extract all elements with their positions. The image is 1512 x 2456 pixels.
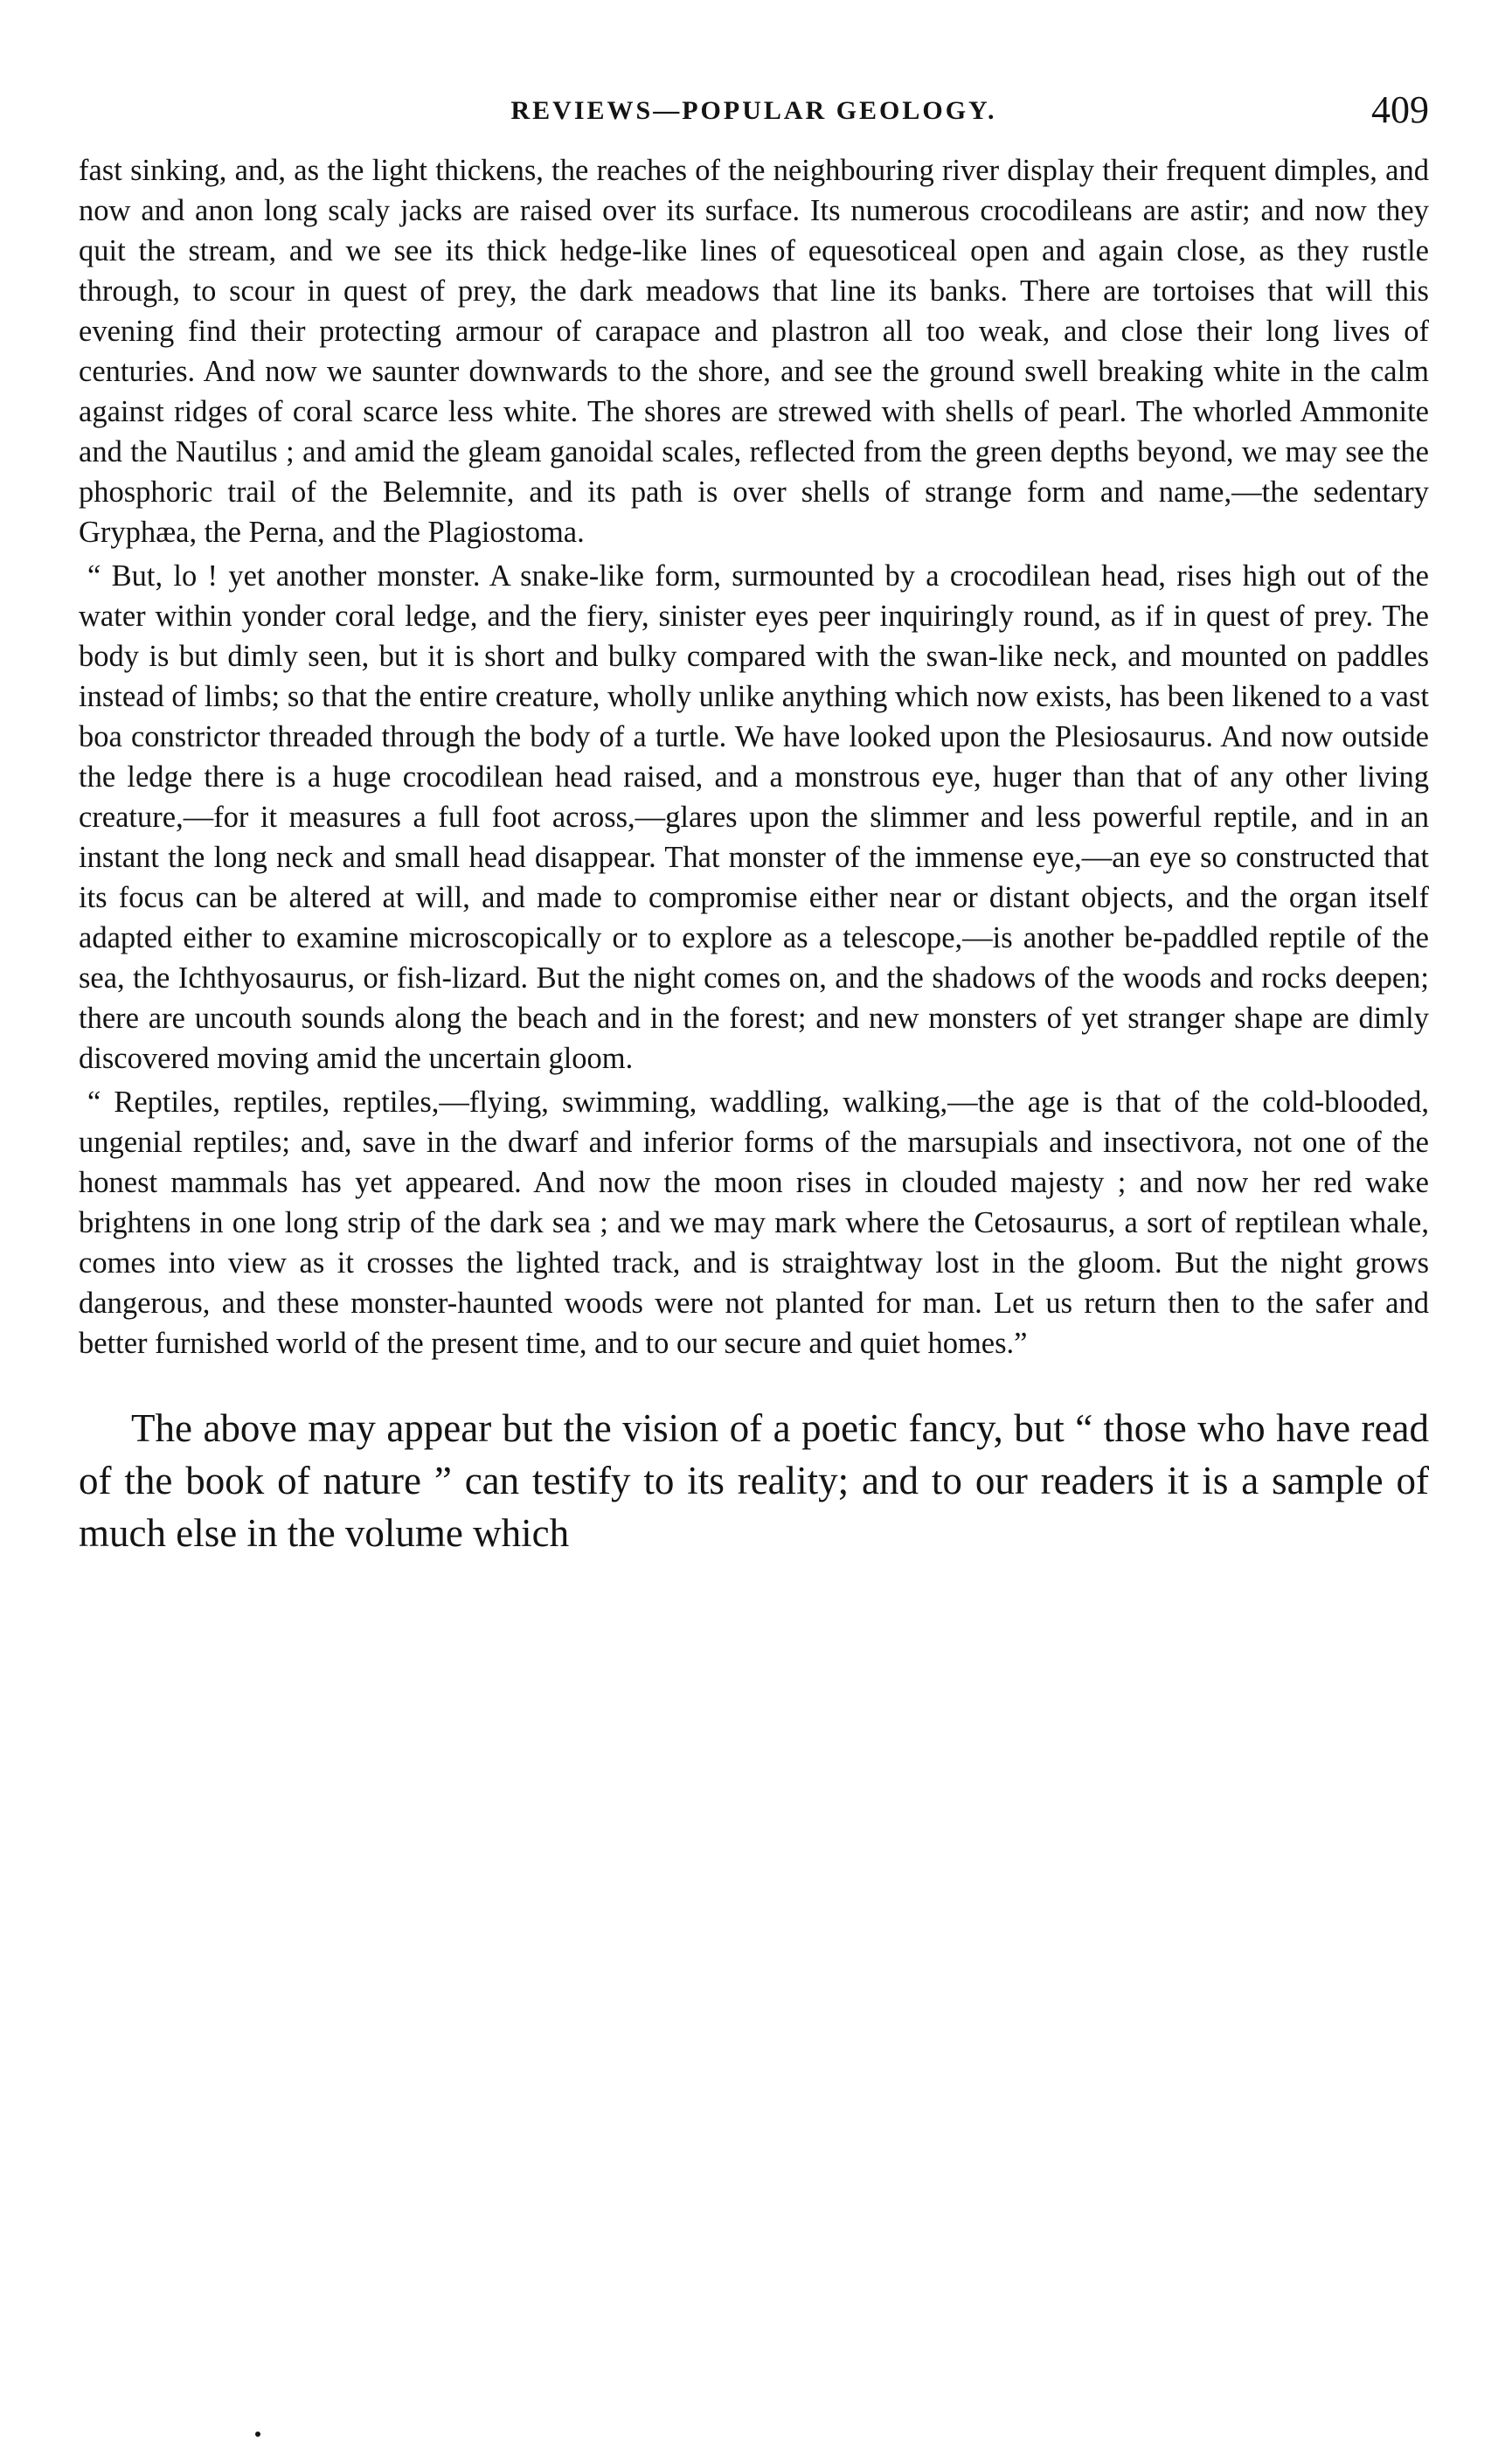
running-head: REVIEWS—POPULAR GEOLOGY. bbox=[510, 96, 997, 125]
paragraph-continuation: fast sinking, and, as the light thickens, the reaches of the neighbouring river display their frequent dimples, and now and anon long scaly jacks are raised over its surface. Its numerous crocodileans are astir; and now they quit the stream, and we see its thick hedge-like lines of equesoticeal open and again close, as they rustle through, to scour in quest of prey, the dark meadows that line its banks. There are tortoises that will this evening find their protecting armour of carapace and plastron all too weak, and close their long lives of centuries. And now we saunter downwards to the shore, and see the ground swell breaking white in the calm against ridges of coral scarce less white. The shores are strewed with shells of pearl. The whorled Ammonite and the Nautilus ; and amid the gleam ganoidal scales, reflected from the green depths beyond, we may see the phosphoric trail of the Belemnite, and its path is over shells of strange form and name,—the sedentary Gryphæa, the Perna, and the Plagiostoma. bbox=[79, 154, 1429, 549]
page-header bbox=[79, 87, 1429, 140]
paragraph-reptiles-quote: “ Reptiles, reptiles, reptiles,—flying, swimming, waddling, walking,—the age is that of the cold-blooded, ungenial reptiles; and, save in the dwarf and inferior forms of the marsupials and insectivora, not one of the honest mammals has yet appeared. And now the moon rises in clouded majesty ; and now her red wake brightens in one long strip of the dark sea ; and we may mark where the Cetosaurus, a sort of reptilean whale, comes into view as it crosses the lighted track, and is straightway lost in the gloom. But the night grows dangerous, and these monster-haunted woods were not planted for man. Let us return then to the safer and better furnished world of the present time, and to our secure and quiet homes.” bbox=[79, 1086, 1429, 1360]
page-number: 409 bbox=[1371, 88, 1429, 131]
ink-speck bbox=[255, 2432, 260, 2437]
paragraph-monster-quote: “ But, lo ! yet another monster. A snake-like form, surmounted by a crocodilean head, rises high out of the water within yonder coral ledge, and the fiery, sinister eyes peer inquiringly round, as if in quest of prey. The body is but dimly seen, but it is short and bulky compared with the swan-like neck, and mounted on paddles instead of limbs; so that the entire creature, wholly unlike anything which now exists, has been likened to a vast boa constrictor threaded through the body of a turtle. We have looked upon the Plesiosaurus. And now outside the ledge there is a huge crocodilean head raised, and a monstrous eye, huger than that of any other living creature,—for it measures a full foot across,—glares upon the slimmer and less powerful reptile, and in an instant the long neck and small head disappear. That monster of the immense eye,—an eye so constructed that its focus can be altered at will, and made to compromise either near or distant objects, and the organ itself adapted either to examine microscopically or to explore as a telescope,—is another be-paddled reptile of the sea, the Ichthyosaurus, or fish-lizard. But the night comes on, and the shadows of the woods and rocks deepen; there are uncouth sounds along the beach and in the forest; and new monsters of yet stranger shape are dimly discovered moving amid the uncertain gloom. bbox=[79, 559, 1429, 1075]
book-page bbox=[79, 87, 1429, 1559]
paragraph-commentary: The above may appear but the vision of a poetic fancy, but “ those who have read of the book of nature ” can testify to its reality; and to our readers it is a sample of much else in the volume which bbox=[79, 1406, 1429, 1555]
